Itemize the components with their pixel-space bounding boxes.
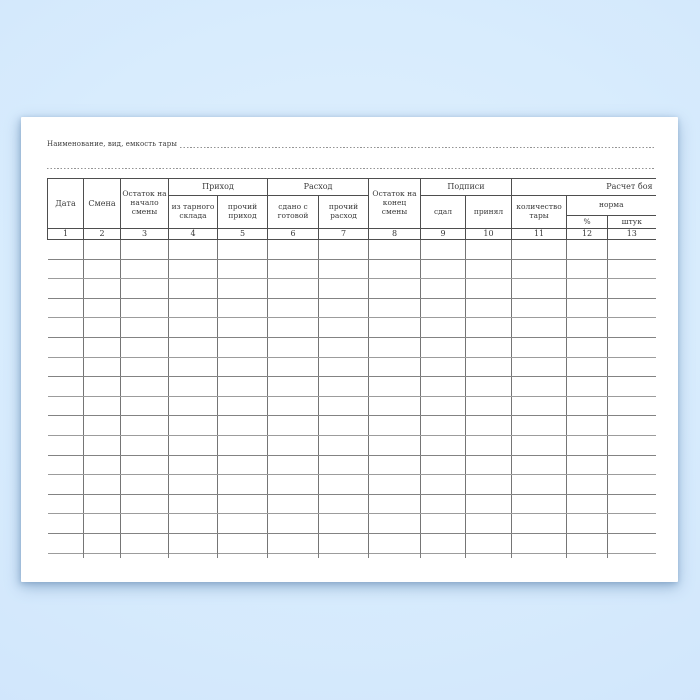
empty-cell: [48, 533, 84, 553]
empty-cell: [421, 298, 466, 318]
empty-cell: [268, 279, 319, 299]
empty-cell: [218, 475, 268, 495]
group-header-signatures: Подписи: [421, 179, 512, 196]
table-header: [48, 179, 656, 240]
empty-cell: [84, 318, 121, 338]
column-rule-tick: [168, 553, 169, 558]
empty-cell: [268, 475, 319, 495]
empty-cell: [567, 416, 608, 436]
empty-cell: [319, 298, 369, 318]
empty-cell: [121, 533, 169, 553]
col-number: 2: [84, 229, 121, 240]
empty-cell: [466, 435, 512, 455]
form-title-row: [47, 140, 655, 149]
col-number: 7: [319, 229, 369, 240]
header-numbers-row: [48, 229, 656, 240]
empty-cell: [121, 514, 169, 534]
empty-cell: [84, 396, 121, 416]
empty-cell: [369, 396, 421, 416]
empty-cell: [48, 435, 84, 455]
empty-cell: [48, 337, 84, 357]
col-header-pieces: штук: [608, 216, 656, 229]
empty-cell: [218, 357, 268, 377]
empty-cell: [512, 279, 567, 299]
empty-cell: [319, 435, 369, 455]
empty-cell: [121, 240, 169, 260]
empty-cell: [608, 298, 656, 318]
empty-cell: [466, 475, 512, 495]
empty-cell: [121, 259, 169, 279]
empty-cell: [466, 298, 512, 318]
empty-cell: [369, 377, 421, 397]
empty-cell: [48, 396, 84, 416]
empty-cell: [369, 318, 421, 338]
empty-cell: [567, 337, 608, 357]
empty-cell: [512, 298, 567, 318]
column-rule-tick: [511, 553, 512, 558]
empty-cell: [268, 259, 319, 279]
empty-cell: [512, 475, 567, 495]
table-body: [48, 240, 656, 554]
table-row: [48, 533, 656, 553]
empty-cell: [567, 396, 608, 416]
empty-cell: [169, 514, 218, 534]
empty-cell: [608, 259, 656, 279]
empty-cell: [121, 377, 169, 397]
empty-cell: [421, 377, 466, 397]
column-rule-tick: [267, 553, 268, 558]
empty-cell: [169, 357, 218, 377]
empty-cell: [48, 279, 84, 299]
empty-cell: [512, 337, 567, 357]
empty-cell: [512, 357, 567, 377]
empty-cell: [268, 337, 319, 357]
empty-cell: [218, 298, 268, 318]
empty-cell: [218, 318, 268, 338]
empty-cell: [268, 377, 319, 397]
empty-cell: [218, 337, 268, 357]
column-rule-tick: [607, 553, 608, 558]
empty-cell: [268, 416, 319, 436]
empty-cell: [121, 455, 169, 475]
empty-cell: [567, 298, 608, 318]
empty-cell: [319, 377, 369, 397]
empty-cell: [48, 416, 84, 436]
empty-cell: [169, 435, 218, 455]
empty-cell: [48, 377, 84, 397]
empty-cell: [268, 357, 319, 377]
empty-cell: [169, 259, 218, 279]
empty-cell: [466, 318, 512, 338]
empty-cell: [567, 475, 608, 495]
empty-cell: [466, 337, 512, 357]
col-number: 9: [421, 229, 466, 240]
empty-cell: [169, 240, 218, 260]
empty-cell: [268, 494, 319, 514]
empty-cell: [121, 337, 169, 357]
col-number: 12: [567, 229, 608, 240]
fill-in-line-secondary: [47, 168, 655, 169]
empty-cell: [567, 279, 608, 299]
empty-cell: [319, 240, 369, 260]
empty-cell: [169, 337, 218, 357]
col-number: 13: [608, 229, 656, 240]
empty-cell: [319, 494, 369, 514]
empty-cell: [369, 533, 421, 553]
empty-cell: [466, 279, 512, 299]
empty-cell: [84, 337, 121, 357]
empty-cell: [218, 455, 268, 475]
empty-cell: [218, 279, 268, 299]
group-header-expense: Расход: [268, 179, 369, 196]
empty-cell: [84, 357, 121, 377]
empty-cell: [421, 279, 466, 299]
form-title-label: Наименование, вид, емкость тары: [47, 140, 178, 148]
empty-cell: [608, 337, 656, 357]
empty-cell: [567, 514, 608, 534]
col-header-balance-start: Остаток на начало смены: [121, 179, 169, 229]
table-row: [48, 377, 656, 397]
empty-cell: [369, 514, 421, 534]
empty-cell: [84, 514, 121, 534]
empty-cell: [218, 435, 268, 455]
empty-cell: [84, 298, 121, 318]
empty-cell: [268, 240, 319, 260]
empty-cell: [466, 514, 512, 534]
empty-cell: [169, 455, 218, 475]
empty-cell: [169, 396, 218, 416]
col-header-balance-end: Остаток на конец смены: [369, 179, 421, 229]
empty-cell: [169, 494, 218, 514]
empty-cell: [84, 435, 121, 455]
empty-cell: [608, 240, 656, 260]
empty-cell: [567, 435, 608, 455]
empty-cell: [319, 259, 369, 279]
empty-cell: [218, 416, 268, 436]
empty-cell: [121, 494, 169, 514]
empty-cell: [268, 396, 319, 416]
group-header-income: Приход: [169, 179, 268, 196]
empty-cell: [369, 279, 421, 299]
empty-cell: [421, 357, 466, 377]
col-number: 10: [466, 229, 512, 240]
empty-cell: [84, 279, 121, 299]
table-row: [48, 318, 656, 338]
empty-cell: [369, 416, 421, 436]
empty-cell: [268, 533, 319, 553]
empty-cell: [48, 298, 84, 318]
empty-cell: [421, 259, 466, 279]
empty-cell: [608, 455, 656, 475]
empty-cell: [512, 259, 567, 279]
empty-cell: [218, 514, 268, 534]
col-header-date: Дата: [48, 179, 84, 229]
empty-cell: [169, 416, 218, 436]
empty-cell: [48, 240, 84, 260]
col-header-tare-quantity: количество тары: [512, 196, 567, 229]
empty-cell: [319, 337, 369, 357]
empty-cell: [608, 475, 656, 495]
col-number: 8: [369, 229, 421, 240]
empty-cell: [466, 455, 512, 475]
empty-cell: [48, 514, 84, 534]
empty-cell: [169, 475, 218, 495]
table-row: [48, 435, 656, 455]
empty-cell: [567, 377, 608, 397]
col-number: 5: [218, 229, 268, 240]
col-number: 11: [512, 229, 567, 240]
empty-cell: [84, 494, 121, 514]
empty-cell: [319, 475, 369, 495]
col-number: 1: [48, 229, 84, 240]
empty-cell: [369, 240, 421, 260]
column-rule-tick: [83, 553, 84, 558]
empty-cell: [421, 318, 466, 338]
col-header-handed-by: сдал: [421, 196, 466, 229]
column-rule-tick: [217, 553, 218, 558]
empty-cell: [169, 279, 218, 299]
empty-cell: [319, 279, 369, 299]
empty-cell: [567, 455, 608, 475]
empty-cell: [421, 416, 466, 436]
empty-cell: [319, 357, 369, 377]
empty-cell: [608, 494, 656, 514]
empty-cell: [512, 533, 567, 553]
empty-cell: [84, 475, 121, 495]
empty-cell: [121, 396, 169, 416]
empty-cell: [268, 514, 319, 534]
form-sheet: [21, 117, 678, 582]
empty-cell: [218, 377, 268, 397]
empty-cell: [421, 435, 466, 455]
empty-cell: [169, 533, 218, 553]
column-rule-tick: [120, 553, 121, 558]
table-row: [48, 396, 656, 416]
column-rule-tick: [566, 553, 567, 558]
empty-cell: [567, 259, 608, 279]
empty-cell: [567, 494, 608, 514]
empty-cell: [48, 259, 84, 279]
empty-cell: [608, 377, 656, 397]
empty-cell: [421, 514, 466, 534]
empty-cell: [319, 514, 369, 534]
empty-cell: [319, 455, 369, 475]
empty-cell: [421, 475, 466, 495]
tare-log-table-wrap: [47, 178, 655, 559]
empty-cell: [319, 318, 369, 338]
empty-cell: [567, 240, 608, 260]
table-row: [48, 494, 656, 514]
empty-cell: [319, 396, 369, 416]
empty-cell: [512, 416, 567, 436]
empty-cell: [121, 416, 169, 436]
empty-cell: [421, 396, 466, 416]
empty-cell: [84, 533, 121, 553]
col-header-other-income: прочий приход: [218, 196, 268, 229]
empty-cell: [512, 455, 567, 475]
empty-cell: [421, 455, 466, 475]
tare-log-table: [47, 178, 656, 554]
empty-cell: [48, 357, 84, 377]
table-row: [48, 279, 656, 299]
empty-cell: [608, 396, 656, 416]
empty-cell: [84, 240, 121, 260]
empty-cell: [369, 259, 421, 279]
empty-cell: [48, 494, 84, 514]
empty-cell: [369, 494, 421, 514]
empty-cell: [84, 455, 121, 475]
header-band-row: [48, 179, 656, 196]
empty-cell: [421, 533, 466, 553]
empty-cell: [608, 416, 656, 436]
empty-cell: [218, 240, 268, 260]
group-header-breakage-calc: Расчет боя: [512, 179, 656, 196]
table-row: [48, 514, 656, 534]
empty-cell: [84, 416, 121, 436]
table-row: [48, 416, 656, 436]
table-row: [48, 475, 656, 495]
empty-cell: [466, 259, 512, 279]
empty-cell: [466, 494, 512, 514]
empty-cell: [268, 298, 319, 318]
empty-cell: [121, 357, 169, 377]
empty-cell: [421, 240, 466, 260]
col-header-other-expense: прочий расход: [319, 196, 369, 229]
column-rule-tick: [465, 553, 466, 558]
column-rule-tick: [368, 553, 369, 558]
empty-cell: [466, 533, 512, 553]
empty-cell: [319, 416, 369, 436]
table-row: [48, 259, 656, 279]
empty-cell: [369, 435, 421, 455]
empty-cell: [466, 357, 512, 377]
empty-cell: [121, 435, 169, 455]
empty-cell: [466, 396, 512, 416]
empty-cell: [268, 318, 319, 338]
empty-cell: [512, 494, 567, 514]
col-header-percent: %: [567, 216, 608, 229]
empty-cell: [169, 377, 218, 397]
empty-cell: [48, 455, 84, 475]
col-header-from-tare-warehouse: из тарного склада: [169, 196, 218, 229]
col-header-shift: Смена: [84, 179, 121, 229]
empty-cell: [608, 435, 656, 455]
table-row: [48, 298, 656, 318]
empty-cell: [218, 259, 268, 279]
empty-cell: [567, 533, 608, 553]
col-header-handed-with-finished: сдано с готовой: [268, 196, 319, 229]
empty-cell: [121, 318, 169, 338]
empty-cell: [512, 240, 567, 260]
empty-cell: [121, 475, 169, 495]
empty-cell: [84, 377, 121, 397]
empty-cell: [608, 514, 656, 534]
empty-cell: [567, 318, 608, 338]
table-row: [48, 455, 656, 475]
empty-cell: [218, 494, 268, 514]
empty-cell: [512, 318, 567, 338]
empty-cell: [512, 435, 567, 455]
col-number: 4: [169, 229, 218, 240]
group-header-norm: норма: [567, 196, 656, 216]
empty-cell: [369, 337, 421, 357]
column-line-overshoot: [47, 554, 655, 559]
column-rule-tick: [420, 553, 421, 558]
empty-cell: [512, 396, 567, 416]
empty-cell: [369, 357, 421, 377]
table-row: [48, 357, 656, 377]
table-row: [48, 337, 656, 357]
empty-cell: [466, 416, 512, 436]
col-number: 3: [121, 229, 169, 240]
empty-cell: [369, 475, 421, 495]
empty-cell: [268, 435, 319, 455]
empty-cell: [169, 298, 218, 318]
empty-cell: [608, 533, 656, 553]
empty-cell: [567, 357, 608, 377]
empty-cell: [169, 318, 218, 338]
empty-cell: [421, 337, 466, 357]
table-row: [48, 240, 656, 260]
empty-cell: [48, 318, 84, 338]
empty-cell: [121, 298, 169, 318]
empty-cell: [608, 279, 656, 299]
empty-cell: [466, 377, 512, 397]
empty-cell: [84, 259, 121, 279]
empty-cell: [421, 494, 466, 514]
col-number: 6: [268, 229, 319, 240]
empty-cell: [608, 357, 656, 377]
empty-cell: [466, 240, 512, 260]
empty-cell: [369, 455, 421, 475]
empty-cell: [218, 533, 268, 553]
empty-cell: [48, 475, 84, 495]
empty-cell: [319, 533, 369, 553]
empty-cell: [369, 298, 421, 318]
empty-cell: [121, 279, 169, 299]
empty-cell: [512, 377, 567, 397]
column-rule-tick: [318, 553, 319, 558]
col-header-accepted-by: принял: [466, 196, 512, 229]
empty-cell: [268, 455, 319, 475]
fill-in-line: [180, 147, 655, 148]
empty-cell: [218, 396, 268, 416]
empty-cell: [608, 318, 656, 338]
empty-cell: [512, 514, 567, 534]
